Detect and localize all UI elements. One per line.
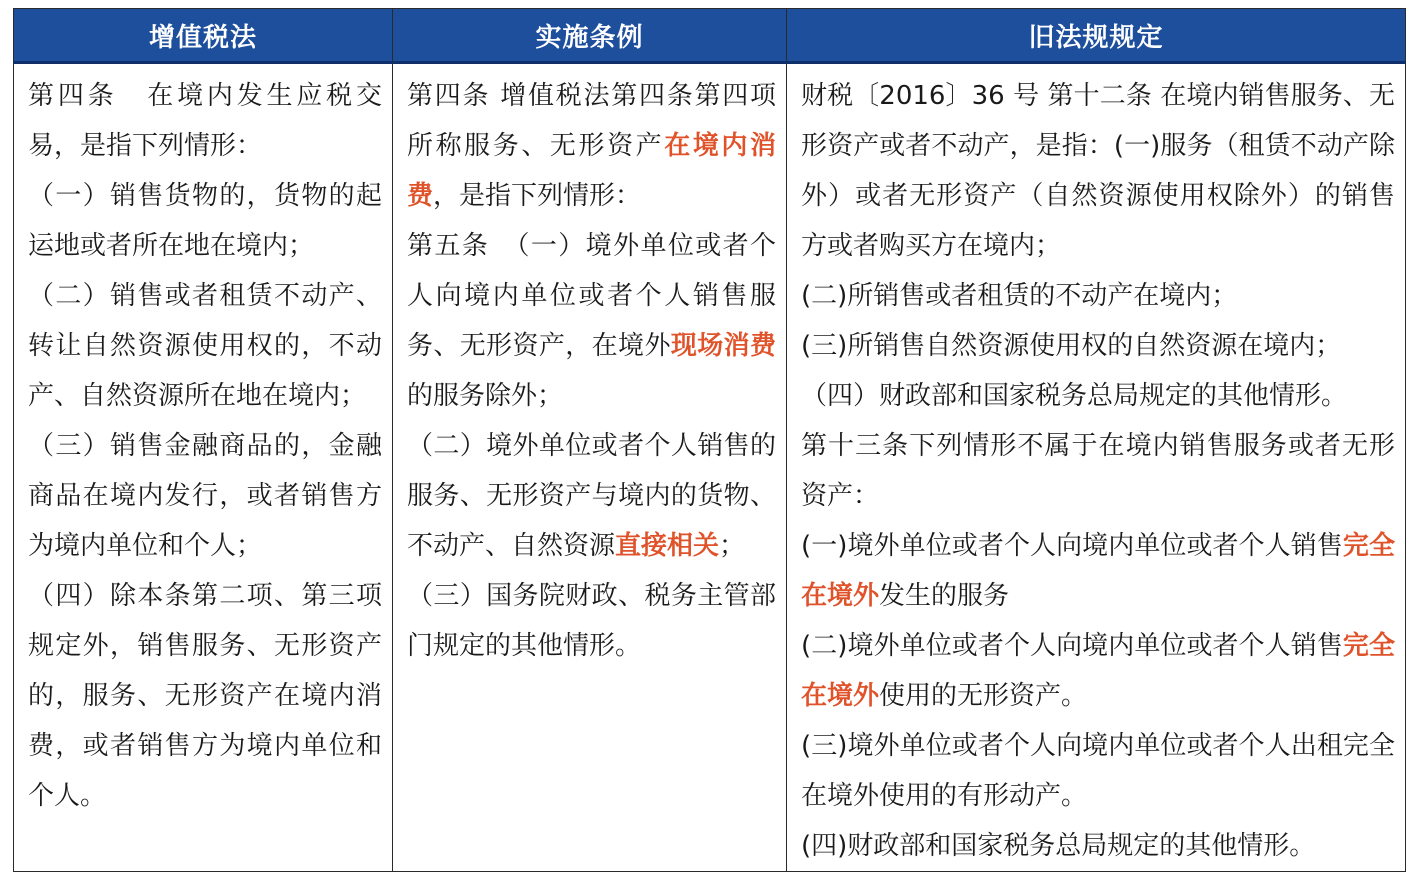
regulation-item-2 xyxy=(407,421,776,571)
old-article-13-item-2-tail: 使用的无形资产。 xyxy=(879,681,1088,711)
regulation-item-1 xyxy=(407,221,776,421)
highlight-text: 完全在境外 xyxy=(801,531,1395,611)
old-article-13: 第十三条下列情形不属于在境内销售服务或者无形资产： xyxy=(801,431,1395,511)
law-item-4: （四）除本条第二项、第三项规定外，销售服务、无形资产的，服务、无形资产在境内消费，或者销售方为境内单位和个人。 xyxy=(28,581,382,811)
law-item-2: （二）销售或者租赁不动产、转让自然资源使用权的，不动产、自然资源所在地在境内； xyxy=(28,281,382,411)
comparison-table xyxy=(13,8,1406,872)
old-article-13-item-1 xyxy=(801,521,1395,621)
regulation-item-1-text: 第五条 （一）境外单位或者个人向境内单位或者个人销售服务、无形资产，在境外 xyxy=(407,231,776,361)
header-row xyxy=(14,9,1406,63)
regulation-item-2-tail: ； xyxy=(719,531,746,561)
regulation-article-4-text: 第四条 增值税法第四条第四项所称服务、无形资产 xyxy=(407,81,776,161)
regulation-item-1-tail: 的服务除外； xyxy=(407,381,564,411)
old-rules-cell xyxy=(787,63,1406,872)
old-article-13-item-3: (三)境外单位或者个人向境内单位或者个人出租完全在境外使用的有形动产。 xyxy=(801,731,1395,811)
law-article-4: 第四条 在境内发生应税交易，是指下列情形： xyxy=(28,81,382,161)
law-item-1: （一）销售货物的，货物的起运地或者所在地在境内； xyxy=(28,181,382,261)
regulation-cell xyxy=(393,63,787,872)
old-article-13-item-2-text: (二)境外单位或者个人向境内单位或者个人销售 xyxy=(801,631,1343,661)
old-article-12-item-4: （四）财政部和国家税务总局规定的其他情形。 xyxy=(801,381,1348,411)
header-old-rules: 旧法规规定 xyxy=(787,9,1406,63)
old-article-13-item-1-tail: 发生的服务 xyxy=(879,581,1010,611)
regulation-item-2-text: （二）境外单位或者个人销售的服务、无形资产与境内的货物、不动产、自然资源 xyxy=(407,431,776,561)
old-article-13-item-2 xyxy=(801,621,1395,721)
old-article-12-item-3: (三)所销售自然资源使用权的自然资源在境内； xyxy=(801,331,1342,361)
header-regulation: 实施条例 xyxy=(393,9,787,63)
regulation-article-4-tail: ，是指下列情形： xyxy=(433,181,642,211)
old-article-12: 财税〔2016〕36 号 第十二条 在境内销售服务、无形资产或者不动产，是指：(一)服务（租赁不动产除外）或者无形资产（自然资源使用权除外）的销售方或者购买方在境内； xyxy=(801,81,1395,261)
content-row xyxy=(14,63,1406,872)
old-article-12-item-2: (二)所销售或者租赁的不动产在境内； xyxy=(801,281,1238,311)
regulation-item-3: （三）国务院财政、税务主管部门规定的其他情形。 xyxy=(407,581,776,661)
header-law: 增值税法 xyxy=(14,9,393,63)
law-item-3: （三）销售金融商品的，金融商品在境内发行，或者销售方为境内单位和个人； xyxy=(28,431,382,561)
law-cell xyxy=(14,63,393,872)
old-article-13-item-1-text: (一)境外单位或者个人向境内单位或者个人销售 xyxy=(801,531,1343,561)
old-article-13-item-4: (四)财政部和国家税务总局规定的其他情形。 xyxy=(801,831,1316,861)
highlight-text: 在境内消费 xyxy=(407,131,776,211)
highlight-text: 现场消费 xyxy=(670,331,776,361)
highlight-text: 直接相关 xyxy=(615,531,720,561)
highlight-text: 完全在境外 xyxy=(801,631,1395,711)
regulation-article-4 xyxy=(407,71,776,221)
